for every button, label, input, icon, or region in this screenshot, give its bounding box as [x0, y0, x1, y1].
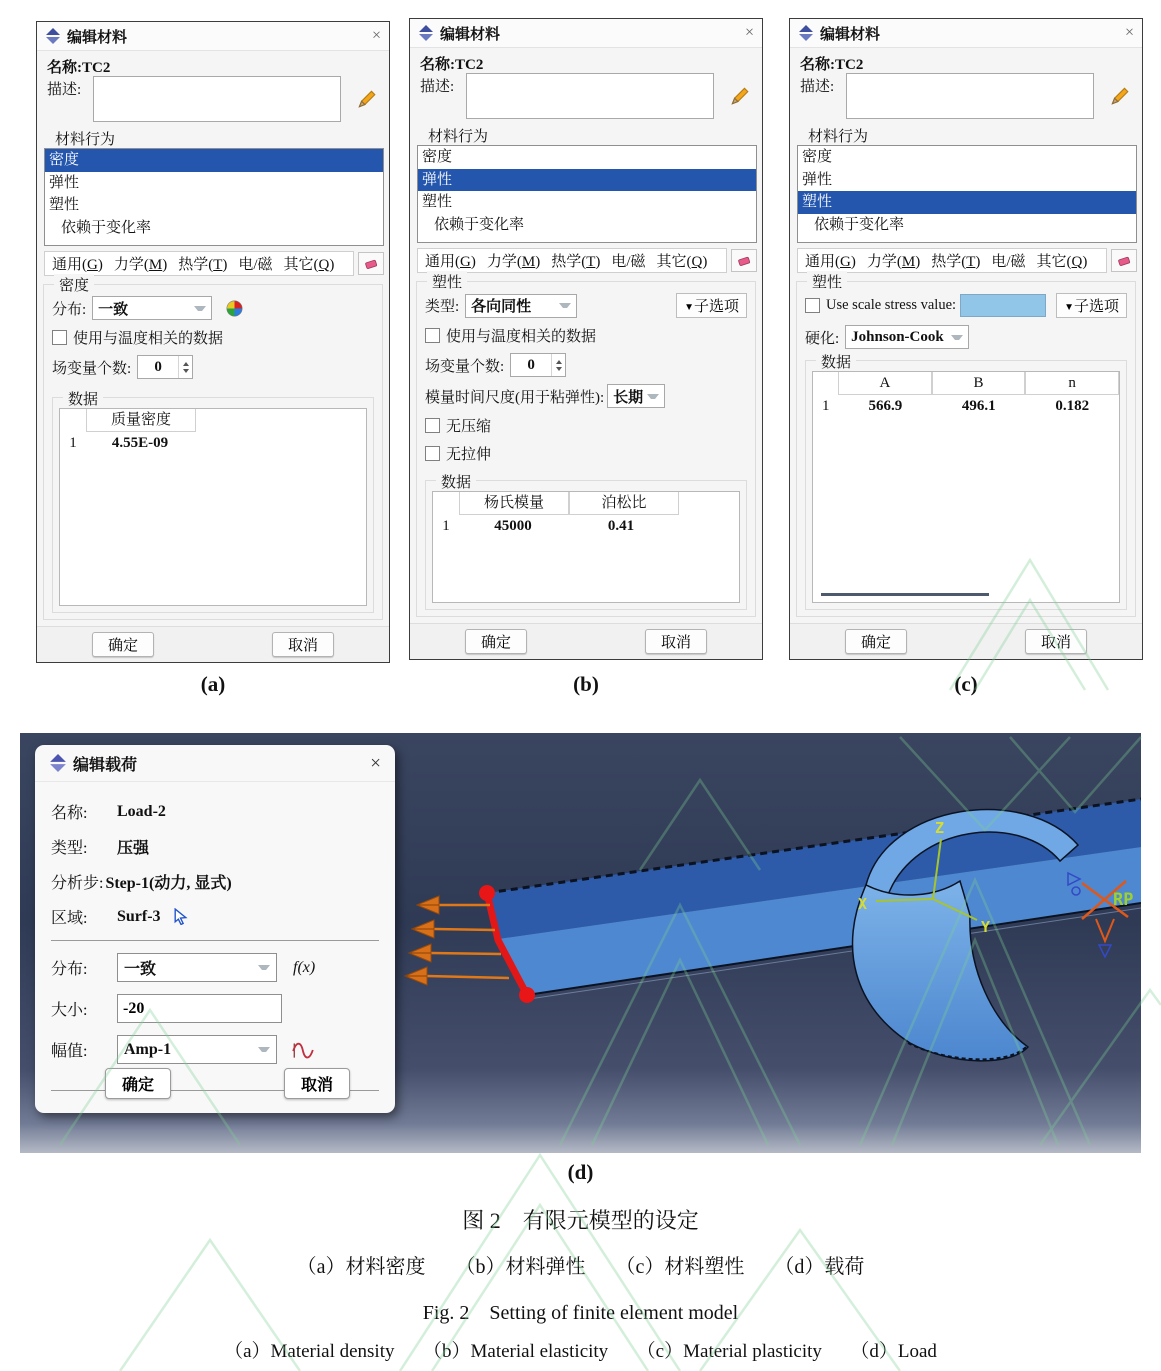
abaqus-logo-icon — [45, 28, 61, 44]
field-variables-label: 场变量个数: — [425, 358, 505, 375]
hardening-select[interactable]: Johnson-Cook — [845, 325, 969, 349]
material-behaviors-list — [44, 148, 384, 246]
axis-z-label: Z — [935, 819, 945, 837]
pencil-icon[interactable] — [355, 88, 377, 110]
cancel-button[interactable]: 取消 — [1025, 629, 1087, 654]
no-compression-checkbox[interactable] — [425, 418, 440, 433]
material-name: 名称:TC2 — [800, 57, 864, 73]
behavior-item-plasticity[interactable]: 塑性 — [798, 191, 1136, 214]
dialog-titlebar — [35, 745, 395, 782]
menu-thermal[interactable]: 热学(T) — [551, 254, 601, 270]
ok-button[interactable]: 确定 — [105, 1068, 171, 1099]
suboptions-button[interactable]: ▼子选项 — [1056, 293, 1127, 318]
menu-mechanical[interactable]: 力学(M) — [113, 257, 168, 273]
column-header: B — [932, 372, 1026, 395]
chevron-down-icon — [258, 1047, 270, 1052]
pencil-icon[interactable] — [728, 85, 750, 107]
temperature-data-label: 使用与温度相关的数据 — [446, 329, 597, 345]
column-header: n — [1025, 372, 1119, 395]
axis-y-label: Y — [981, 918, 991, 936]
distribution-label: 分布: — [51, 961, 88, 978]
scale-stress-label: Use scale stress value: — [826, 297, 957, 313]
pencil-icon[interactable] — [1108, 85, 1130, 107]
field-variables-label: 场变量个数: — [52, 360, 132, 377]
menu-electrical[interactable]: 电/磁 — [991, 254, 1026, 270]
behavior-item-elasticity[interactable]: 弹性 — [418, 169, 756, 192]
amplitude-curve-icon[interactable] — [291, 1040, 315, 1060]
chevron-down-icon — [951, 335, 963, 340]
delete-behavior-button[interactable] — [358, 252, 384, 275]
close-icon[interactable]: × — [371, 27, 381, 44]
ok-button[interactable]: 确定 — [465, 629, 527, 654]
behavior-item-rate-dependent[interactable]: 依赖于变化率 — [814, 216, 905, 233]
behavior-item-density[interactable]: 密度 — [802, 149, 833, 165]
menu-other[interactable]: 其它(Q) — [1036, 254, 1088, 270]
dialog-titlebar — [790, 19, 1142, 48]
edit-region-cursor-icon[interactable] — [173, 908, 188, 925]
menu-thermal[interactable]: 热学(T) — [931, 254, 981, 270]
section-title: 塑性 — [807, 271, 847, 292]
material-name: 名称:TC2 — [420, 57, 484, 73]
color-sphere-icon[interactable] — [226, 300, 243, 317]
figure-subcaption-en: （a）Material density （b）Material elasticity （c）Material plasticity （d）Load — [224, 1341, 937, 1362]
suboptions-button[interactable]: ▼子选项 — [676, 293, 747, 318]
region-label: 区域: — [51, 910, 88, 927]
panel-d-caption: (d) — [567, 1160, 594, 1184]
panel-c-caption: (c) — [954, 672, 978, 696]
material-menubar — [417, 247, 757, 274]
moduli-timescale-select[interactable]: 长期 — [607, 384, 665, 408]
material-menubar — [797, 247, 1137, 274]
abaqus-logo-icon — [798, 25, 814, 41]
eraser-icon — [363, 258, 379, 270]
scale-stress-checkbox[interactable] — [805, 298, 820, 313]
behavior-item-rate-dependent[interactable]: 依赖于变化率 — [61, 219, 152, 236]
load-type-value: 压强 — [117, 840, 150, 857]
dialog-titlebar — [37, 22, 389, 51]
behavior-item-density[interactable]: 密度 — [422, 149, 453, 165]
viewport-panel — [20, 733, 1141, 1153]
close-icon[interactable]: × — [370, 752, 381, 774]
material-behaviors-list — [417, 145, 757, 243]
hardening-label: 硬化: — [805, 330, 840, 347]
abaqus-logo-icon — [418, 25, 434, 41]
table-row[interactable]: 1 4.55E-09 — [69, 435, 169, 451]
cancel-button[interactable]: 取消 — [284, 1068, 350, 1099]
menu-electrical[interactable]: 电/磁 — [611, 254, 646, 270]
temperature-data-checkbox[interactable] — [52, 330, 67, 345]
scale-stress-input[interactable] — [960, 294, 1046, 317]
dialog-titlebar — [410, 19, 762, 48]
moduli-timescale-label: 模量时间尺度(用于粘弹性): — [425, 389, 605, 406]
chevron-down-icon — [559, 303, 571, 308]
column-header: 杨氏模量 — [459, 492, 569, 515]
behavior-item-plasticity[interactable]: 塑性 — [49, 197, 80, 213]
menu-other[interactable]: 其它(Q) — [283, 257, 335, 273]
delete-behavior-button[interactable] — [731, 249, 757, 272]
behavior-item-plasticity[interactable]: 塑性 — [422, 194, 453, 210]
type-label: 类型: — [425, 299, 460, 315]
no-tension-label: 无拉伸 — [446, 447, 492, 463]
distribution-select[interactable]: 一致 — [117, 953, 277, 982]
plastic-data-table — [812, 371, 1120, 603]
description-label: 描述: — [800, 79, 835, 95]
material-name: 名称:TC2 — [47, 60, 111, 76]
chevron-down-icon — [194, 306, 206, 311]
dialog-title: 编辑材料 — [67, 29, 128, 46]
menu-general[interactable]: 通用(G) — [805, 254, 856, 270]
spin-down-icon[interactable] — [183, 369, 189, 373]
chevron-down-icon — [647, 394, 659, 399]
figure-title-zh: 图 2 有限元模型的设定 — [462, 1208, 699, 1233]
description-input[interactable] — [93, 76, 341, 122]
spin-up-icon[interactable] — [183, 362, 189, 366]
magnitude-input[interactable] — [117, 994, 282, 1023]
table-row[interactable]: 1 566.9 496.1 0.182 — [822, 398, 1090, 414]
section-title: 密度 — [54, 274, 94, 295]
figure-subcaption-zh: （a）材料密度 （b）材料弹性 （c）材料塑性 （d）载荷 — [296, 1256, 865, 1278]
delete-behavior-button[interactable] — [1111, 249, 1137, 272]
spin-up-icon[interactable] — [556, 360, 562, 364]
amplitude-label: 幅值: — [51, 1043, 88, 1060]
cancel-button[interactable]: 取消 — [645, 629, 707, 654]
behavior-item-rate-dependent[interactable]: 依赖于变化率 — [434, 216, 525, 233]
panel-a-caption: (a) — [200, 672, 226, 696]
material-menubar — [44, 250, 384, 277]
description-label: 描述: — [47, 82, 82, 98]
ok-button[interactable]: 确定 — [92, 632, 154, 657]
type-select[interactable]: 各向同性 — [465, 294, 577, 318]
step-value: Step-1(动力, 显式) — [105, 875, 232, 892]
behavior-item-elasticity[interactable]: 弹性 — [49, 174, 80, 191]
no-tension-checkbox[interactable] — [425, 446, 440, 461]
behavior-item-elasticity[interactable]: 弹性 — [802, 171, 833, 188]
cancel-button[interactable]: 取消 — [272, 632, 334, 657]
data-group-label: 数据 — [63, 388, 103, 409]
material-behaviors-list — [797, 145, 1137, 243]
dialog-title: 编辑载荷 — [73, 756, 138, 774]
behaviors-group-label: 材料行为 — [808, 129, 869, 145]
field-variables-stepper[interactable]: 0 — [510, 353, 566, 377]
eraser-icon — [736, 255, 752, 267]
edit-material-dialog-a — [36, 21, 390, 663]
description-label: 描述: — [420, 79, 455, 95]
edit-load-dialog — [35, 745, 395, 1113]
elastic-data-table — [432, 491, 740, 603]
axis-x-label: X — [858, 895, 868, 913]
horizontal-scrollbar[interactable] — [821, 593, 989, 596]
eraser-icon — [1116, 255, 1132, 267]
density-data-table — [59, 408, 367, 606]
temperature-data-label: 使用与温度相关的数据 — [73, 331, 224, 347]
distribution-label: 分布: — [52, 301, 87, 318]
ok-button[interactable]: 确定 — [845, 629, 907, 654]
menu-electrical[interactable]: 电/磁 — [238, 257, 273, 273]
spin-down-icon[interactable] — [556, 367, 562, 371]
menu-thermal[interactable]: 热学(T) — [178, 257, 228, 273]
description-input[interactable] — [466, 73, 714, 119]
section-title: 塑性 — [427, 271, 467, 292]
load-name-value: Load-2 — [117, 802, 166, 820]
amplitude-select[interactable]: Amp-1 — [117, 1035, 277, 1064]
dialog-title: 编辑材料 — [820, 26, 881, 43]
fx-expression-button[interactable]: f(x) — [293, 958, 316, 976]
chevron-down-icon — [258, 965, 270, 970]
description-input[interactable] — [846, 73, 1094, 119]
column-header: 泊松比 — [569, 492, 679, 515]
menu-general[interactable]: 通用(G) — [425, 254, 476, 270]
distribution-select[interactable]: 一致 — [92, 296, 212, 320]
column-header: A — [838, 372, 932, 395]
dialog-title: 编辑材料 — [440, 26, 501, 43]
rp-label: RP — [1113, 890, 1134, 910]
panel-b-caption: (b) — [573, 672, 599, 696]
temperature-data-checkbox[interactable] — [425, 328, 440, 343]
column-header: 质量密度 — [86, 409, 196, 432]
table-row[interactable]: 1 45000 0.41 — [442, 518, 635, 534]
close-icon[interactable]: × — [1124, 24, 1134, 41]
close-icon[interactable]: × — [744, 24, 754, 41]
abaqus-logo-icon — [49, 754, 67, 772]
no-compression-label: 无压缩 — [446, 419, 492, 435]
behaviors-group-label: 材料行为 — [428, 129, 489, 145]
data-group-label: 数据 — [816, 351, 856, 372]
menu-general[interactable]: 通用(G) — [52, 257, 103, 273]
menu-mechanical[interactable]: 力学(M) — [486, 254, 541, 270]
edit-material-dialog-c — [789, 18, 1143, 660]
figure-title-en: Fig. 2 Setting of finite element model — [422, 1302, 739, 1324]
region-value: Surf-3 — [117, 907, 161, 925]
magnitude-label: 大小: — [51, 1002, 88, 1019]
behavior-item-density[interactable]: 密度 — [45, 149, 383, 172]
behaviors-group-label: 材料行为 — [55, 132, 116, 148]
menu-other[interactable]: 其它(Q) — [656, 254, 708, 270]
step-label: 分析步: — [51, 875, 104, 892]
field-variables-stepper[interactable]: 0 — [137, 355, 193, 379]
load-type-label: 类型: — [51, 840, 88, 857]
data-group-label: 数据 — [436, 471, 476, 492]
load-name-label: 名称: — [51, 805, 88, 822]
edit-material-dialog-b — [409, 18, 763, 660]
menu-mechanical[interactable]: 力学(M) — [866, 254, 921, 270]
